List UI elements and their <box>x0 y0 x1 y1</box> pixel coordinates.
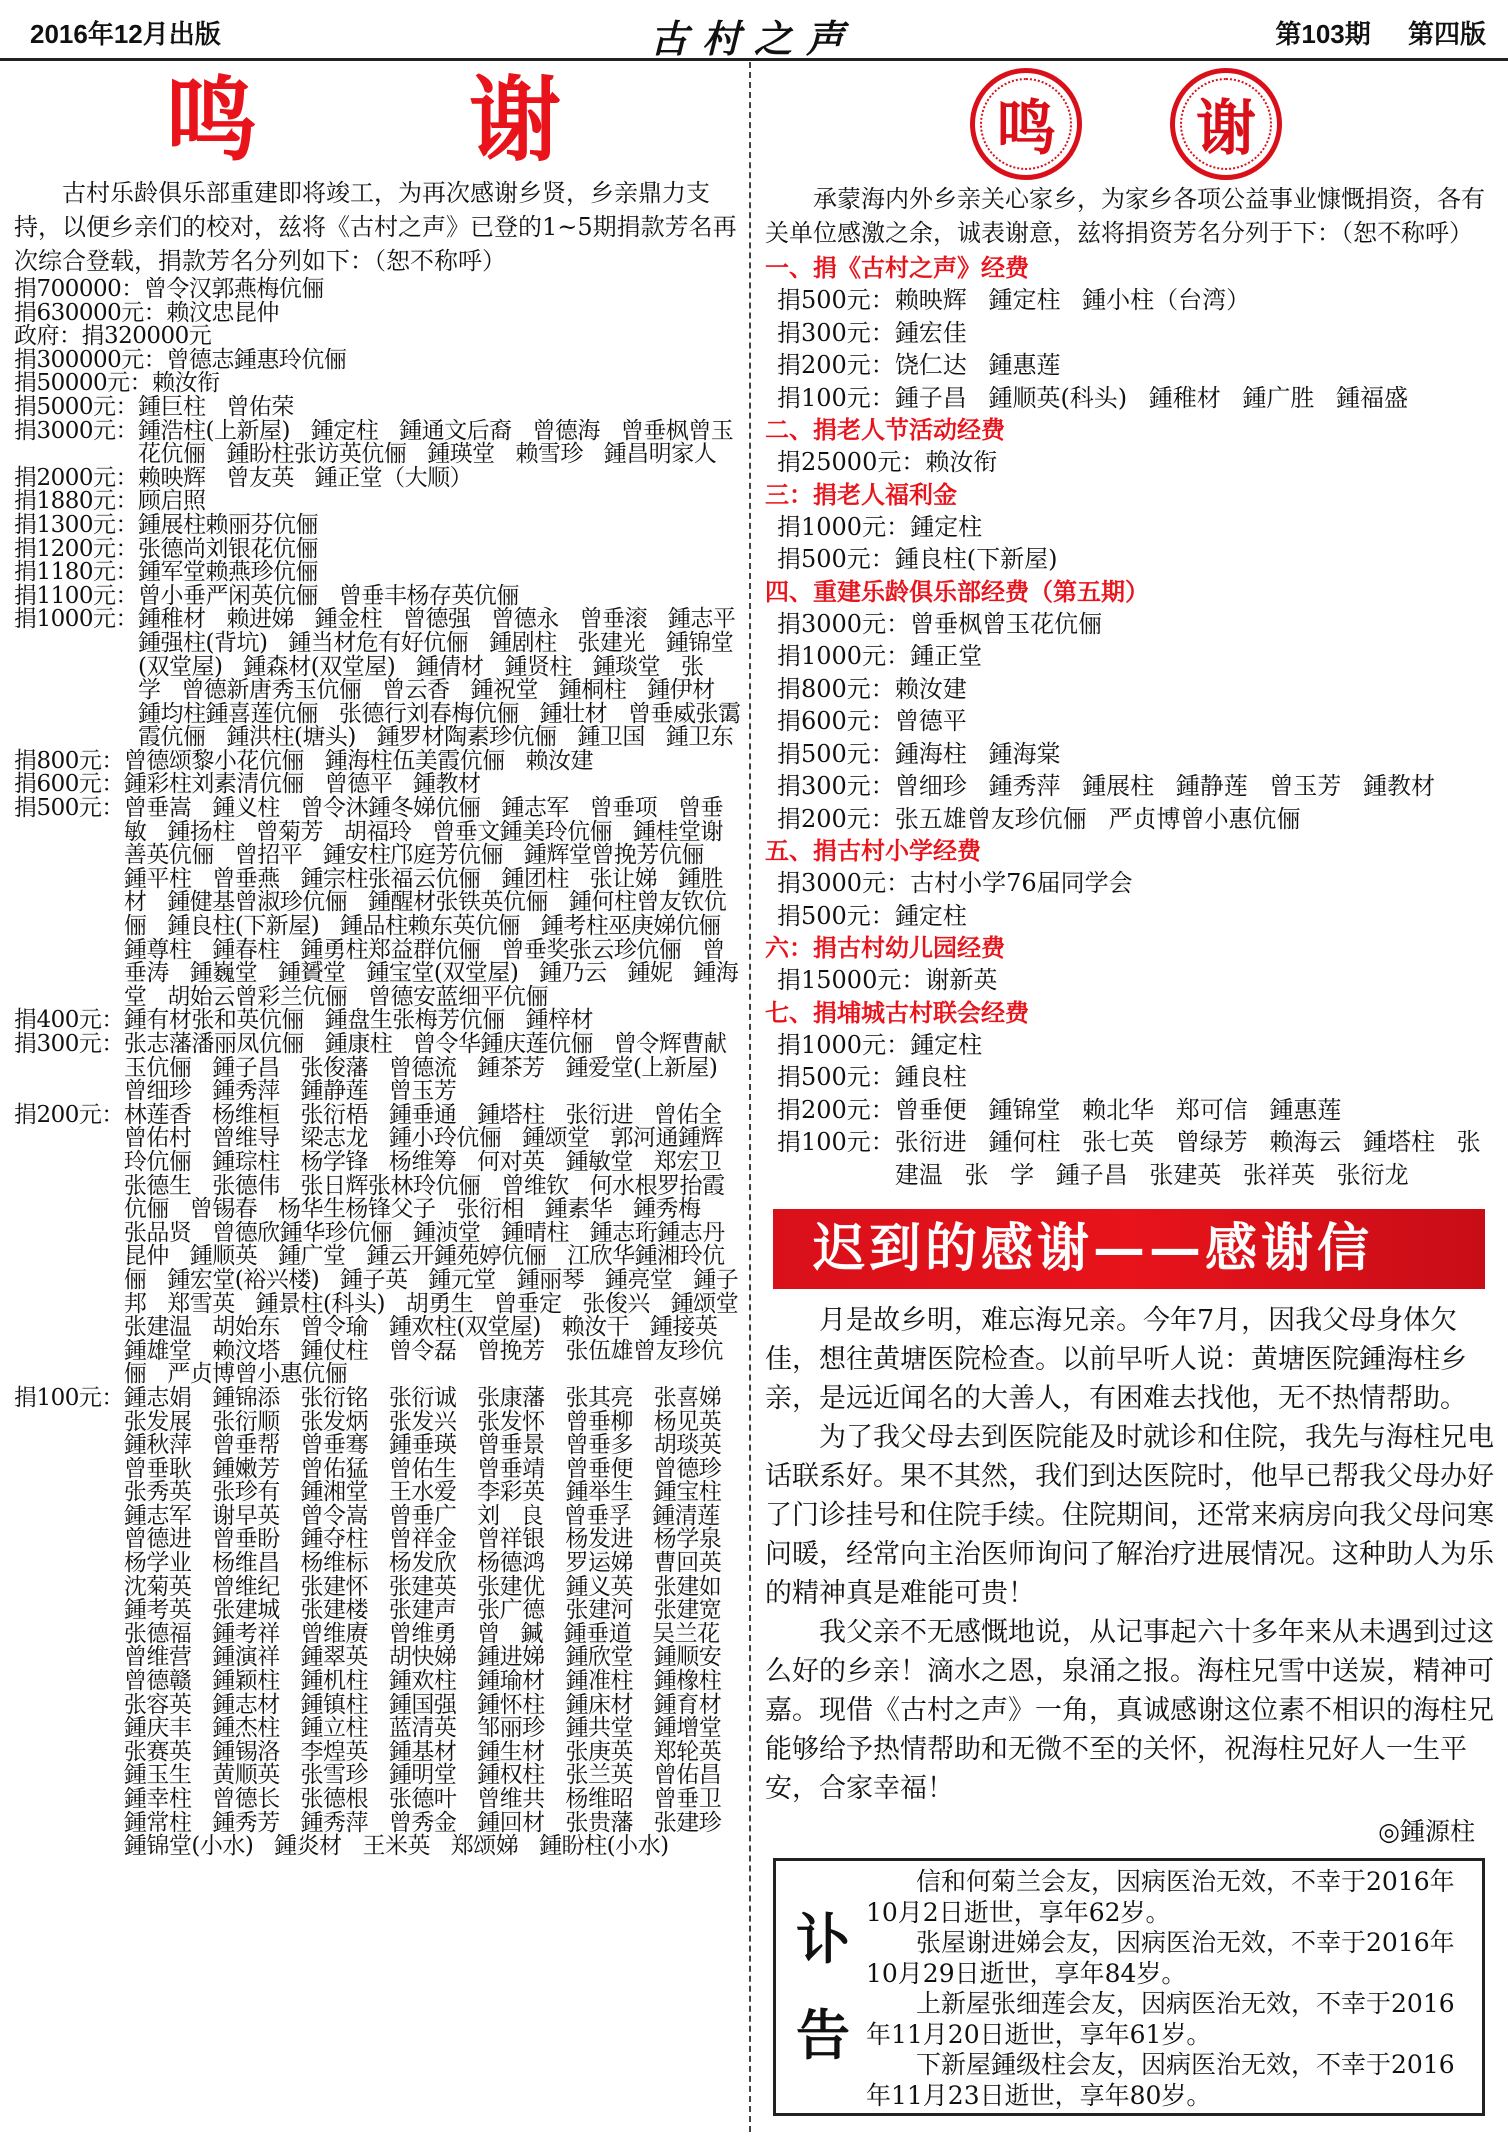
donation-amount: 捐500元： <box>14 795 124 822</box>
donation-amount: 捐15000元： <box>777 966 926 994</box>
section-heading: 六：捐古村幼儿园经费 <box>765 935 1005 962</box>
donation-row <box>765 1126 1495 1191</box>
letter-banner: 迟到的感谢——感谢信 <box>773 1209 1485 1289</box>
donor-names: 饶仁达 鍾惠莲 <box>894 351 1061 379</box>
donation-row <box>14 561 742 585</box>
donation-amount: 捐1300元： <box>14 511 139 538</box>
donation-amount: 捐1000元： <box>777 512 911 541</box>
donation-row <box>765 511 1495 544</box>
donation-sections <box>765 254 1495 1191</box>
donation-row <box>14 582 742 609</box>
donor-names: 曾德志鍾惠玲伉俪 <box>166 346 347 373</box>
donor-names: 鍾展柱赖丽芬伉俪 <box>138 511 319 538</box>
right-column <box>765 64 1495 2116</box>
donation-row <box>14 608 742 750</box>
donation-amount: 捐600元： <box>777 707 895 735</box>
donor-names: 谢新英 <box>925 966 998 994</box>
donation-row <box>765 382 1495 415</box>
donation-amount: 捐600元： <box>14 771 124 798</box>
donor-names: 鍾军堂赖燕珍伉俪 <box>138 559 319 586</box>
donor-names: 曾垂嵩 鍾义柱 曾令沐鍾冬娣伉俪 鍾志军 曾垂项 曾垂敏 鍾扬柱 曾菊芳 胡福玲 曾垂文鍾美玲伉俪 鍾桂堂谢善英伉俪 曾招平 鍾安柱邝庭芳伉俪 鍾辉堂曾挽芳伉俪 鍾平柱 曾垂燕 鍾宗柱张福云伉俪 鍾团柱 张让娣 鍾胜材 鍾健基曾淑珍伉俪 鍾醒材张铁英伉俪 鍾何柱曾友钦伉俪 鍾良柱(下新屋) 鍾品柱赖东英伉俪 鍾考柱巫庚娣伉俪 鍾尊柱 鍾春柱 鍾勇柱郑益群伉俪 曾垂奖张云珍伉俪 曾垂涛 鍾巍堂 鍾贇堂 鍾宝堂(双堂屋) 鍾乃云 鍾妮 鍾海堂 胡始云曾彩兰伉俪 曾德安蓝细平伉俪 <box>123 795 739 1010</box>
column-divider <box>749 62 751 2132</box>
seal-title <box>765 64 1495 182</box>
donation-row <box>765 349 1495 382</box>
donation-amount: 捐500元： <box>777 286 895 314</box>
donor-names: 鍾宏佳 <box>894 318 967 347</box>
donor-names: 赖映辉 鍾定柱 鍾小柱（台湾） <box>894 286 1251 314</box>
donor-names: 张五雄曾友珍伉俪 严贞博曾小惠伉俪 <box>894 804 1301 833</box>
donation-row <box>14 490 742 514</box>
donation-amount: 捐800元： <box>14 747 124 774</box>
donation-row <box>765 867 1495 900</box>
donation-amount: 捐50000元： <box>14 370 153 397</box>
donation-amount: 捐1200元： <box>14 535 139 562</box>
donor-names: 鍾子昌 鍾顺英(科头) 鍾稚材 鍾广胜 鍾福盛 <box>894 383 1409 412</box>
donor-names: 鍾稚材 赖进娣 鍾金柱 曾德强 曾德永 曾垂滚 鍾志平 鍾强柱(背坑) 鍾当材危有好伉俪 鍾剧柱 张建光 鍾锦堂(双堂屋) 鍾森材(双堂屋) 鍾倩材 鍾贤柱 鍾琰堂 张 学 曾德新唐秀玉伉俪 曾云香 鍾祝堂 鍾桐柱 鍾伊材 鍾均柱鍾喜莲伉俪 张德行刘春梅伉俪 鍾壮材 曾垂威张霭霞伉俪 鍾洪柱(塘头) 鍾罗材陶素珍伉俪 鍾卫国 鍾卫东 <box>138 606 741 751</box>
donation-amount: 捐3000元： <box>14 417 139 444</box>
donation-row <box>14 1033 742 1104</box>
obituary-entries <box>866 1867 1472 2111</box>
donor-names: 捐320000元 <box>81 323 212 350</box>
donation-amount: 捐200元： <box>777 804 895 833</box>
donation-row <box>765 608 1495 641</box>
thank-you-letter <box>765 1301 1495 1808</box>
donor-names: 曾垂便 鍾锦堂 赖北华 郑可信 鍾惠莲 <box>894 1095 1342 1124</box>
donor-names: 鍾巨柱 曾佑荣 <box>138 393 294 420</box>
obituary-entry: 张屋谢进娣会友，因病医治无效，不幸于2016年10月29日逝世，享年84岁。 <box>866 1928 1455 1988</box>
donor-names: 顾启照 <box>138 488 206 515</box>
donor-names: 赖汝衔 <box>925 448 998 476</box>
obituary-entry: 上新屋张细莲会友，因病医治无效，不幸于2016年11月20日逝世，享年61岁。 <box>866 1989 1455 2049</box>
donation-amount: 捐300000元： <box>14 346 167 373</box>
donor-names: 鍾定柱 <box>910 512 983 541</box>
donor-names: 曾小垂严闲英伉俪 曾垂丰杨存英伉俪 <box>138 582 519 609</box>
donation-row <box>14 1009 742 1033</box>
donor-names: 鍾志娟 鍾锦添 张衍铭 张衍诚 张康藩 张其亮 张喜娣 张发展 张衍顺 张发炳 张发兴 张发怀 曾垂柳 杨见英 鍾秋萍 曾垂帮 曾垂骞 鍾垂瑛 曾垂景 曾垂多 胡琰英 曾垂耿 鍾嫩芳 曾佑猛 曾佑生 曾垂靖 曾垂便 曾德珍 张秀英 张珍有 鍾湘堂 王水爱 李彩英 鍾举生 鍾宝柱 鍾志军 谢早英 曾令嵩 曾垂广 刘 良 曾垂孚 鍾清莲 曾德进 曾垂盼 鍾夺柱 曾祥金 曾祥银 杨发进 杨学泉 杨学业 杨维昌 杨维标 杨发欣 杨德鸿 罗运娣 曹回英 沈菊英 曾维纪 张建怀 张建英 张建优 鍾义英 张建如 鍾考英 张建城 张建楼 张建声 张广德 张建河 张建宽 张德福 鍾考祥 曾维赓 曾维勇 曾 鍼 鍾垂道 吴兰花 曾维营 鍾演祥 鍾翠英 胡快娣 鍾进娣 鍾欣堂 鍾顺安 曾德赣 鍾颖柱 鍾机柱 鍾欢柱 鍾瑜材 鍾准柱 鍾橡柱 张容英 鍾志材 鍾镇柱 鍾国强 鍾怀柱 鍾床材 鍾育材 鍾庆丰 鍾杰柱 鍾立柱 蓝清英 邹丽珍 鍾共堂 鍾增堂 张赛英 鍾锡洛 李煌英 鍾基材 鍾生材 张庚英 郑轮英 鍾玉生 黄顺英 张雪珍 鍾明堂 鍾权柱 张兰英 曾佑昌 鍾幸柱 曾德长 张德根 张德叶 曾维共 杨维昭 曾垂卫 鍾常柱 鍾秀芳 鍾秀萍 曾秀金 鍾回材 张贵藩 张建珍 鍾锦堂(小水) 鍾炎材 王米英 郑颂娣 鍾盼柱(小水) <box>123 1384 722 1860</box>
obituary-box <box>773 1858 1485 2116</box>
donation-amount: 捐100元： <box>777 383 895 412</box>
donation-amount: 捐300元： <box>777 772 895 800</box>
donation-row <box>765 964 1495 997</box>
donation-amount: 捐1180元： <box>14 559 139 586</box>
donation-row <box>14 464 742 491</box>
donation-amount: 捐630000元： <box>14 299 167 326</box>
donation-row <box>14 346 742 373</box>
donation-row <box>765 446 1495 479</box>
donation-row <box>14 797 742 1009</box>
donor-names: 张衍进 鍾何柱 张七英 曾绿芳 赖海云 鍾塔柱 张建温 张 学 鍾子昌 张建英 张祥英 张衍龙 <box>894 1128 1481 1189</box>
obituary-label: 讣告 <box>796 1907 850 2067</box>
donation-row <box>14 325 742 349</box>
donation-row <box>14 417 742 468</box>
donation-row <box>765 900 1495 933</box>
donor-names: 曾令汉郭燕梅伉俪 <box>143 276 324 302</box>
letter-paragraph: 月是故乡明，难忘海兄亲。今年7月，因我父母身体欠佳，想往黄塘医院检查。以前早听人说：黄塘医院鍾海柱乡亲，是远近闻名的大善人，有困难去找他，无不热情帮助。 <box>765 1305 1467 1414</box>
donor-names: 鍾良柱 <box>894 1063 967 1091</box>
donor-names: 曾德颂黎小花伉俪 鍾海柱伍美霞伉俪 赖汝建 <box>123 747 594 774</box>
donation-row <box>765 284 1495 317</box>
newspaper-title: 古村之声 <box>650 16 859 61</box>
donor-names: 张志藩潘丽凤伉俪 鍾康柱 曾令华鍾庆莲伉俪 曾令辉曹献玉伉俪 鍾子昌 张俊藩 曾德流 鍾茶芳 鍾爱堂(上新屋) 曾细珍 鍾秀萍 鍾静莲 曾玉芳 <box>123 1031 727 1105</box>
donation-amount: 捐2000元： <box>14 464 139 491</box>
donation-row <box>14 511 742 538</box>
donor-names: 鍾定柱 <box>894 901 967 930</box>
donation-amount: 捐1000元： <box>777 642 911 670</box>
obituary-entry: 信和何菊兰会友，因病医治无效，不幸于2016年10月2日逝世，享年62岁。 <box>866 1867 1455 1927</box>
left-intro: 古村乐龄俱乐部重建即将竣工，为再次感谢乡贤，乡亲鼎力支持，以便乡亲们的校对，兹将《古村之声》已登的1~5期捐款芳名再次综合登载，捐款芳名分列如下：（恕不称呼） <box>14 179 737 275</box>
donor-names: 赖映辉 曾友英 鍾正堂（大顺） <box>138 464 473 491</box>
donation-row <box>765 543 1495 576</box>
donation-list <box>14 278 742 1859</box>
donation-row <box>14 278 742 302</box>
donation-amount: 捐300元： <box>777 318 895 347</box>
donation-amount: 捐500元： <box>777 901 895 930</box>
donation-row <box>14 773 742 797</box>
letter-paragraph: 为了我父母去到医院能及时就诊和住院，我先与海柱兄电话联系好。果不其然，我们到达医院时，他早已帮我父母办好了门诊挂号和住院手续。住院期间，还常来病房向我父母问寒问暖，经常向主治医师询问了解治疗进展情况。这种助人为乐的精神真是难能可贵！ <box>765 1422 1494 1609</box>
donation-row <box>14 299 742 326</box>
donation-amount: 捐200元： <box>14 1101 124 1128</box>
donor-names: 林莲香 杨维桓 张衍梧 鍾垂通 鍾塔柱 张衍进 曾佑全 曾佑村 曾维导 梁志龙 鍾小玲伉俪 鍾颂堂 郭河通鍾辉玲伉俪 鍾琮柱 杨学锋 杨维筹 何对英 鍾敏堂 郑宏卫 张德生 张德伟 张日辉张林玲伉俪 曾维钦 何水根罗抬霞伉俪 曾锡春 杨华生杨锋父子 张衍相 鍾素华 鍾秀梅 张品贤 曾德欣鍾华珍伉俪 鍾浈堂 鍾晴柱 鍾志珩鍾志丹昆仲 鍾顺英 鍾广堂 鍾云开鍾苑婷伉俪 江欣华鍾湘玲伉俪 鍾宏堂(裕兴楼) 鍾子英 鍾元堂 鍾丽琴 鍾亮堂 鍾子邦 郑雪英 鍾景柱(科头) 胡勇生 曾垂定 张俊兴 鍾颂堂 张建温 胡始东 曾令瑜 鍾欢柱(双堂屋) 赖汝干 鍾接英 鍾雄堂 赖汶塔 鍾仗柱 曾令磊 曾挽芳 张伍雄曾友珍伉俪 严贞博曾小惠伉俪 <box>123 1101 739 1388</box>
donor-names: 鍾正堂 <box>910 642 983 670</box>
donation-amount: 捐800元： <box>777 674 895 703</box>
donor-names: 曾垂枫曾玉花伉俪 <box>910 609 1103 638</box>
donation-amount: 捐1000元： <box>14 606 139 633</box>
donation-amount: 捐3000元： <box>777 609 911 638</box>
masthead <box>0 0 1508 61</box>
seal-stamp <box>970 68 1082 180</box>
donation-amount: 捐1100元： <box>14 582 139 609</box>
donation-amount: 捐5000元： <box>14 393 139 420</box>
section-heading: 一、捐《古村之声》经费 <box>765 255 1029 282</box>
donor-names: 曾德平 <box>894 707 967 735</box>
donation-amount: 捐200元： <box>777 1095 895 1124</box>
donor-names: 鍾良柱(下新屋) <box>894 545 1058 573</box>
donation-row <box>14 747 742 774</box>
donation-row <box>765 640 1495 673</box>
letter-signature: ◎鍾源柱 <box>1378 1817 1475 1846</box>
donation-amount: 捐25000元： <box>777 448 926 476</box>
issue-page: 第103期 第四版 <box>1275 19 1486 49</box>
donation-row <box>765 673 1495 706</box>
donation-row <box>14 372 742 396</box>
donor-names: 曾细珍 鍾秀萍 鍾展柱 鍾静莲 曾玉芳 鍾教材 <box>894 772 1435 800</box>
seal-stamp <box>1170 68 1282 180</box>
section-heading: 五、捐古村小学经费 <box>765 838 981 865</box>
thanks-title: 鸣 谢 <box>164 66 652 174</box>
donation-row <box>14 535 742 562</box>
seal-char: 鸣 <box>980 78 1072 170</box>
donor-names: 鍾海柱 鍾海棠 <box>894 739 1061 768</box>
donation-amount: 捐400元： <box>14 1007 124 1034</box>
donor-names: 鍾彩柱刘素清伉俪 曾德平 鍾教材 <box>123 771 481 798</box>
donation-row <box>14 393 742 420</box>
donor-names: 张德尚刘银花伉俪 <box>138 535 319 562</box>
section-heading: 七、捐埔城古村联会经费 <box>765 999 1029 1027</box>
donation-amount: 捐700000： <box>14 276 144 302</box>
section-heading: 三：捐老人福利金 <box>765 481 957 509</box>
donation-amount: 捐500元： <box>777 545 895 573</box>
letter-paragraph: 我父亲不无感慨地说，从记事起六十多年来从未遇到过这么好的乡亲！滴水之恩，泉涌之报。海柱兄雪中送炭，精神可嘉。现借《古村之声》一角，真诚感谢这位素不相识的海柱兄能够给予热情帮助和无微不至的关怀，祝海柱兄好人一生平安，合家幸福！ <box>765 1617 1494 1804</box>
left-column <box>14 64 742 1859</box>
donation-row <box>765 1094 1495 1127</box>
donation-row <box>14 1101 742 1388</box>
donation-amount: 捐3000元： <box>777 869 911 897</box>
donation-amount: 捐500元： <box>777 739 895 768</box>
donation-amount: 捐100元： <box>14 1384 124 1411</box>
donation-amount: 捐100元： <box>777 1128 895 1156</box>
donor-names: 鍾浩柱(上新屋) 鍾定柱 鍾通文后裔 曾德海 曾垂枫曾玉花伉俪 鍾盼柱张访英伉俪 鍾瑛堂 赖雪珍 鍾昌明家人 <box>138 417 734 468</box>
donor-names: 赖汝建 <box>894 674 967 703</box>
donation-amount: 捐1000元： <box>777 1030 911 1059</box>
donation-row <box>765 1029 1495 1062</box>
publish-date: 2016年12月出版 <box>30 19 221 49</box>
donation-row <box>765 705 1495 738</box>
donation-amount: 捐200元： <box>777 351 895 379</box>
donor-names: 鍾有材张和英伉俪 鍾盘生张梅芳伉俪 鍾梓材 <box>123 1007 594 1034</box>
section-heading: 二、捐老人节活动经费 <box>765 417 1005 444</box>
donation-row <box>765 803 1495 836</box>
donor-names: 鍾定柱 <box>910 1030 983 1059</box>
donation-row <box>765 317 1495 350</box>
donor-names: 古村小学76届同学会 <box>910 869 1133 897</box>
donation-amount: 政府： <box>14 323 82 350</box>
donor-names: 赖汶忠昆仲 <box>166 299 279 326</box>
donation-row <box>765 1061 1495 1094</box>
donation-row <box>14 1384 742 1860</box>
section-heading: 四、重建乐龄俱乐部经费（第五期） <box>765 578 1149 606</box>
donation-amount: 捐1880元： <box>14 488 139 515</box>
donation-row <box>765 770 1495 803</box>
seal-char: 谢 <box>1180 78 1272 170</box>
donation-amount: 捐500元： <box>777 1063 895 1091</box>
donor-names: 赖汝衔 <box>152 370 220 397</box>
obituary-entry: 下新屋鍾级柱会友，因病医治无效，不幸于2016年11月23日逝世，享年80岁。 <box>866 2050 1455 2110</box>
donation-row <box>765 738 1495 771</box>
right-intro: 承蒙海内外乡亲关心家乡，为家乡各项公益事业慷慨捐资，各有关单位感激之余，诚表谢意，兹将捐资芳名分列于下：（恕不称呼） <box>765 185 1485 247</box>
donation-amount: 捐300元： <box>14 1031 124 1057</box>
